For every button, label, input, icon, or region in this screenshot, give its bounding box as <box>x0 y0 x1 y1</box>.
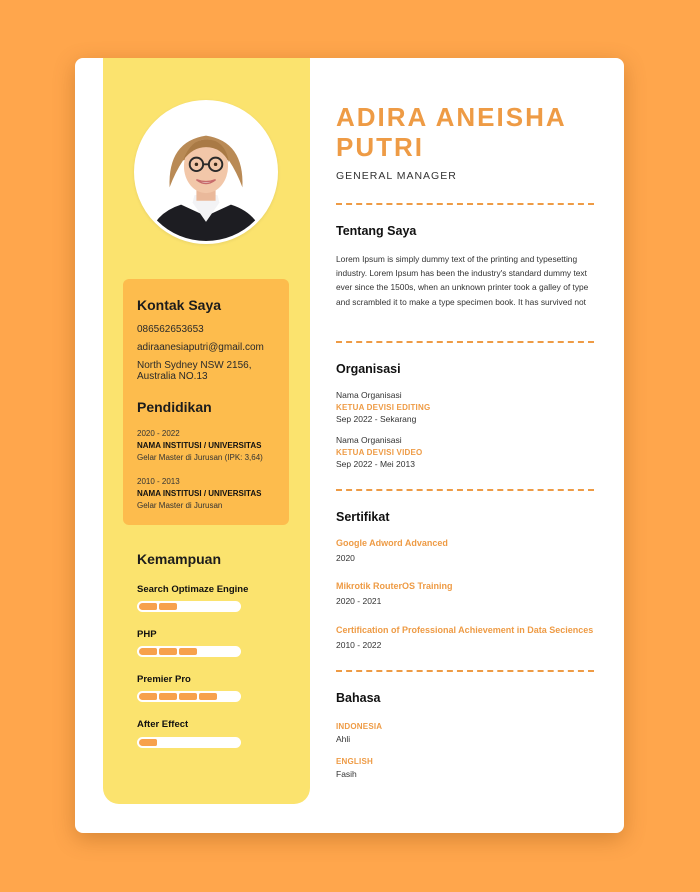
contact-address: North Sydney NSW 2156, Australia NO.13 <box>137 360 252 382</box>
education-years: 2020 - 2022 <box>137 429 180 438</box>
skill-bar-fill <box>137 737 241 748</box>
profile-name: ADIRA ANEISHA PUTRI <box>336 102 566 162</box>
skill-level-segment <box>179 693 197 700</box>
language-level: Ahli <box>336 734 351 744</box>
contact-phone: 086562653653 <box>137 324 204 335</box>
certificate-title: Certification of Professional Achievement in Data Seciences <box>336 625 594 635</box>
section-divider <box>336 203 594 205</box>
contact-education-box <box>123 279 289 525</box>
language-level: Fasih <box>336 769 357 779</box>
skill-level-segment <box>179 648 197 655</box>
skills-heading: Kemampuan <box>137 551 222 567</box>
resume-card <box>75 58 624 833</box>
organization-name: Nama Organisasi <box>336 435 402 445</box>
contact-email: adiraanesiaputri@gmail.com <box>137 342 264 353</box>
main-content <box>336 58 606 833</box>
sidebar <box>103 58 310 804</box>
section-divider <box>336 489 594 491</box>
language-name: INDONESIA <box>336 722 383 731</box>
certificate-years: 2010 - 2022 <box>336 640 382 650</box>
skill-level-segment <box>199 693 217 700</box>
certificate-title: Mikrotik RouterOS Training <box>336 581 453 591</box>
education-degree: Gelar Master di Jurusan (IPK: 3,64) <box>137 453 263 462</box>
languages-heading: Bahasa <box>336 691 381 705</box>
education-degree: Gelar Master di Jurusan <box>137 501 223 510</box>
contact-heading: Kontak Saya <box>137 297 222 313</box>
certificates-heading: Sertifikat <box>336 510 390 524</box>
skill-level-segment <box>139 603 157 610</box>
skill-bar <box>137 691 241 702</box>
certificate-title: Google Adword Advanced <box>336 538 448 548</box>
section-divider <box>336 670 594 672</box>
skill-name: Search Optimaze Engine <box>137 584 249 595</box>
skill-level-segment <box>139 693 157 700</box>
organization-position: KETUA DEVISI VIDEO <box>336 448 423 457</box>
skill-level-segment <box>139 739 157 746</box>
skill-bar <box>137 646 241 657</box>
certificate-years: 2020 - 2021 <box>336 596 382 606</box>
education-heading: Pendidikan <box>137 399 212 415</box>
organization-period: Sep 2022 - Sekarang <box>336 414 417 424</box>
profile-photo <box>134 100 278 244</box>
certificate-years: 2020 <box>336 553 355 563</box>
skill-bar-fill <box>137 691 241 702</box>
skill-name: After Effect <box>137 719 189 730</box>
skill-level-segment <box>159 648 177 655</box>
skill-name: Premier Pro <box>137 674 191 685</box>
education-years: 2010 - 2013 <box>137 477 180 486</box>
skill-bar <box>137 601 241 612</box>
skill-level-segment <box>159 693 177 700</box>
organization-name: Nama Organisasi <box>336 390 402 400</box>
skill-level-segment <box>139 648 157 655</box>
portrait-image <box>137 103 275 241</box>
about-text: Lorem Ipsum is simply dummy text of the printing and typesetting industry. Lorem Ipsum has been the industry's standard dummy text ever since the 1500s, when an unknown printer took a galley of type and scrambled it to make a type specimen book. It has survived not <box>336 254 589 307</box>
organization-heading: Organisasi <box>336 362 401 376</box>
section-divider <box>336 341 594 343</box>
skill-bar-fill <box>137 601 241 612</box>
skill-name: PHP <box>137 629 157 640</box>
about-heading: Tentang Saya <box>336 224 417 238</box>
organization-period: Sep 2022 - Mei 2013 <box>336 459 415 469</box>
language-name: ENGLISH <box>336 757 373 766</box>
profile-role: GENERAL MANAGER <box>336 170 457 182</box>
skill-bar <box>137 737 241 748</box>
skill-level-segment <box>159 603 177 610</box>
skill-bar-fill <box>137 646 241 657</box>
organization-position: KETUA DEVISI EDITING <box>336 403 431 412</box>
education-institution: NAMA INSTITUSI / UNIVERSITAS <box>137 489 262 498</box>
education-institution: NAMA INSTITUSI / UNIVERSITAS <box>137 441 262 450</box>
